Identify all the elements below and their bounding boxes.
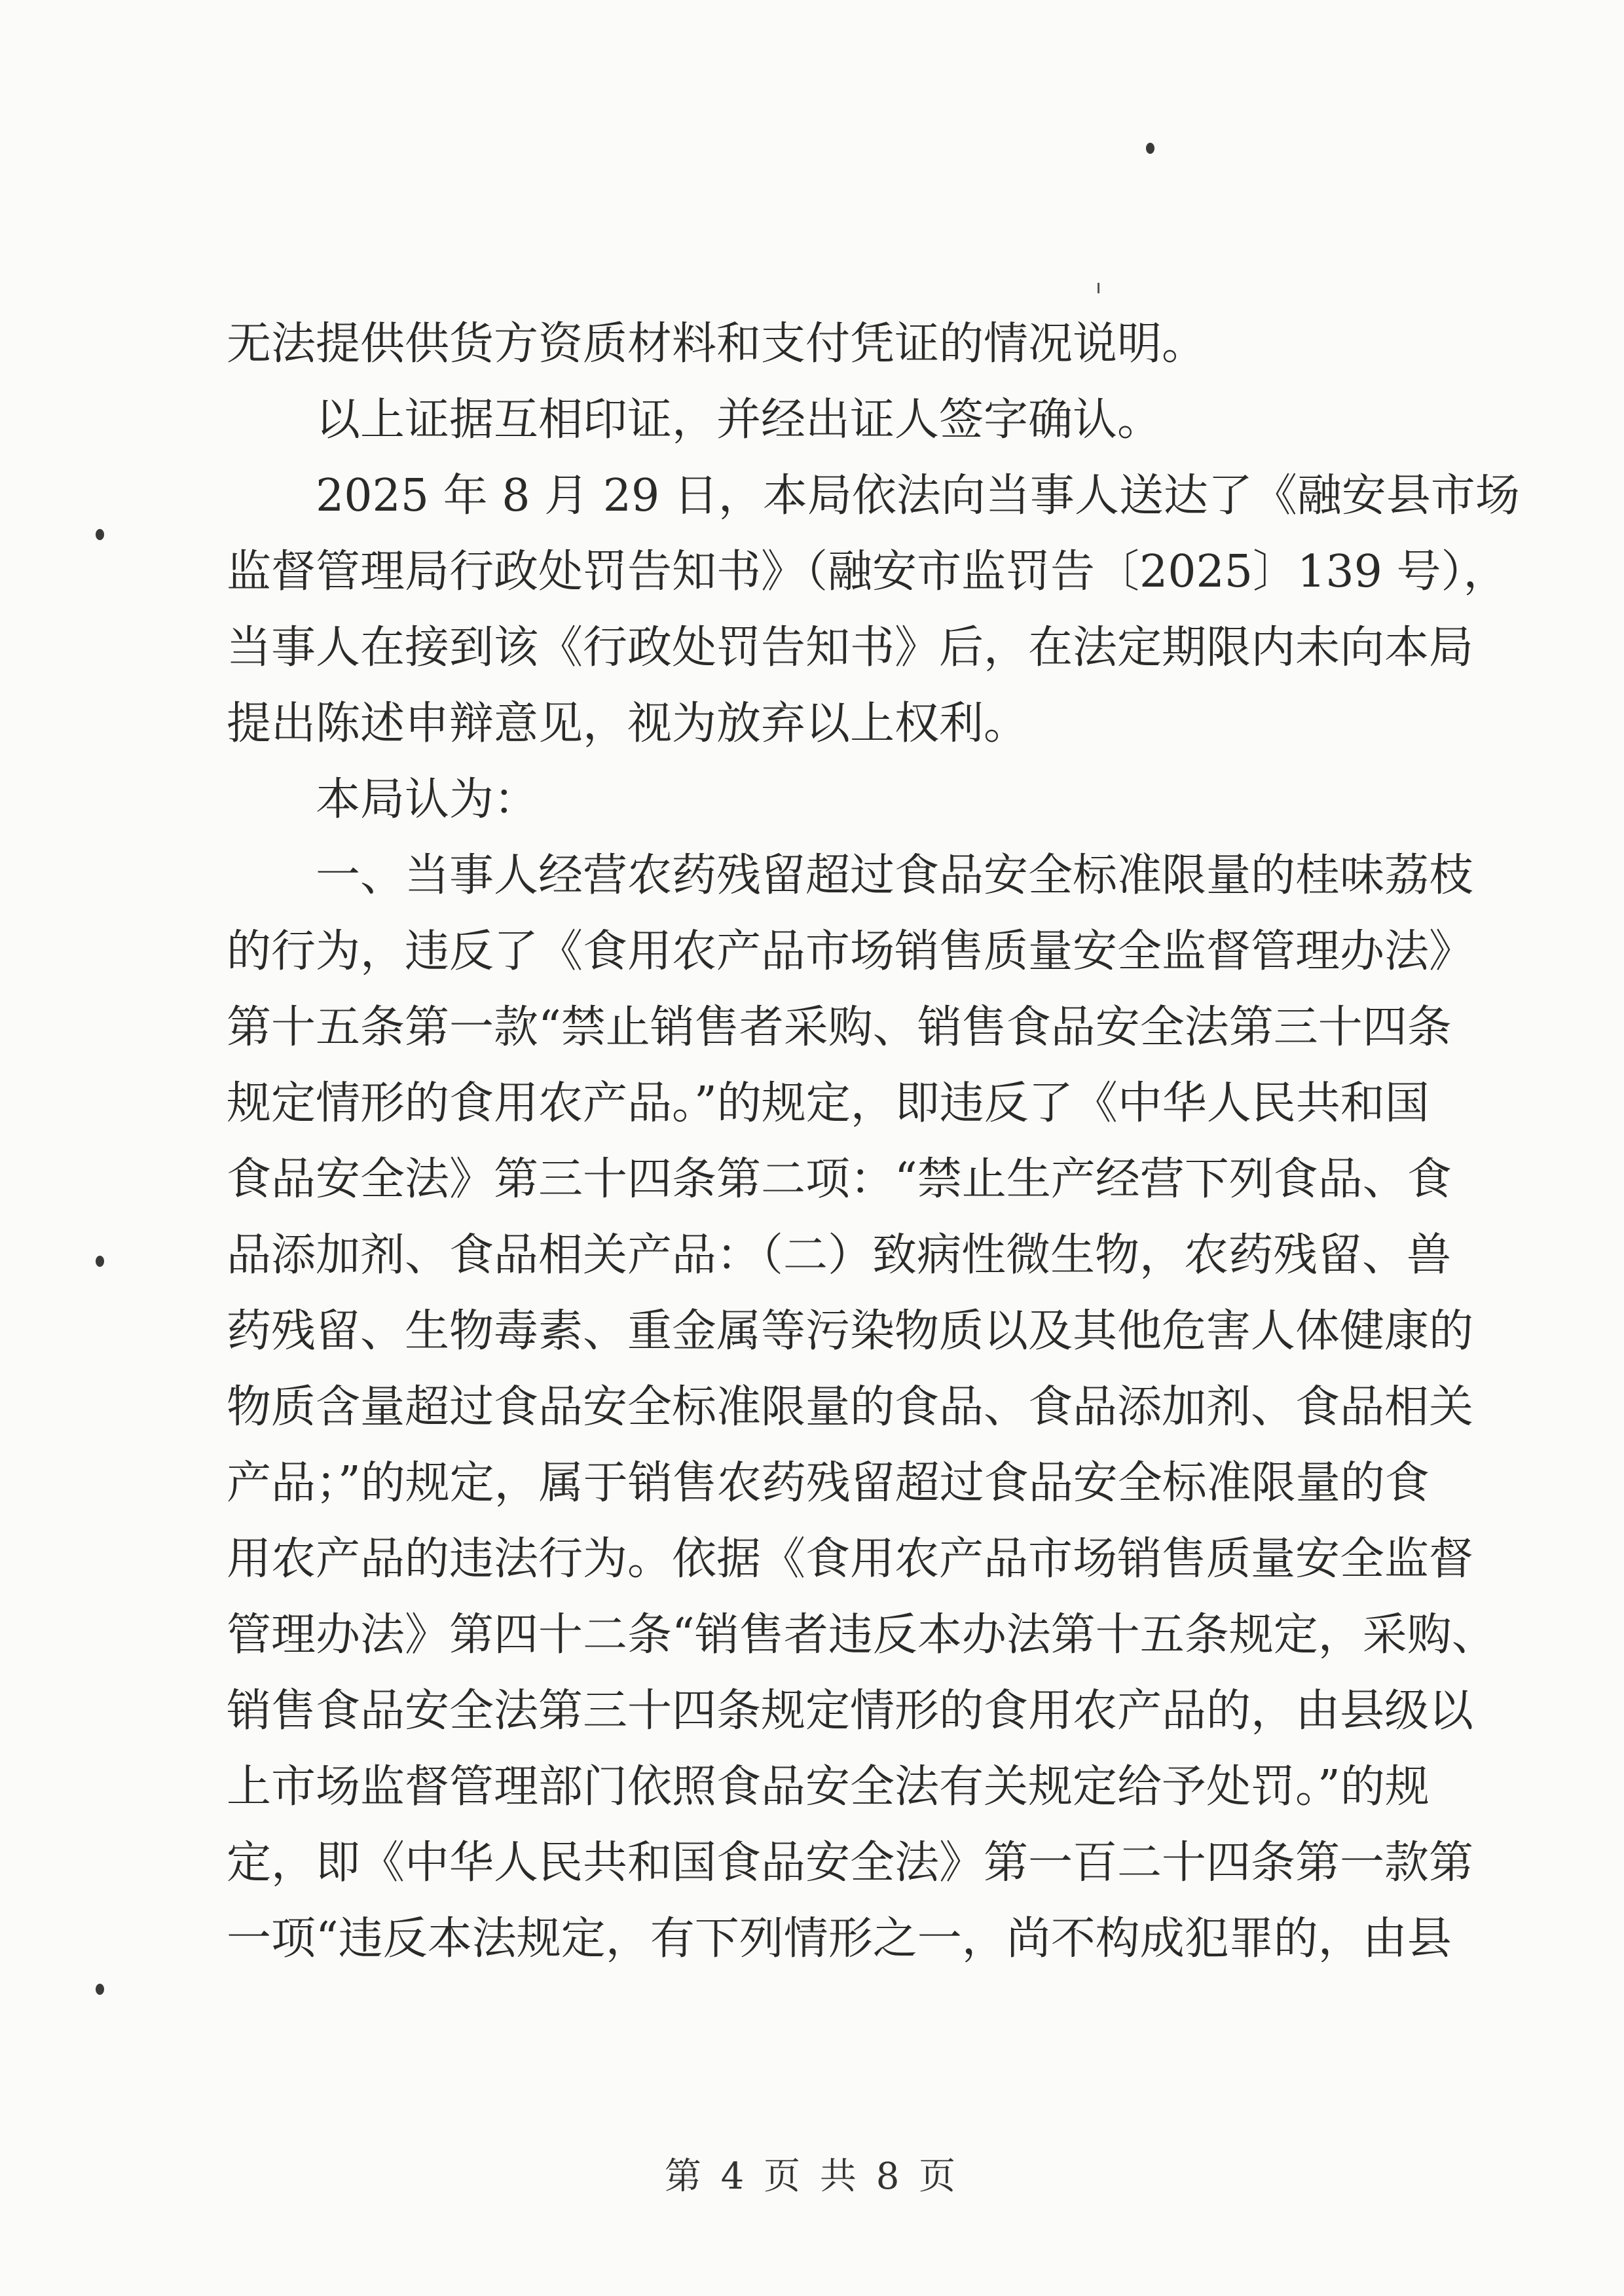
text-line: 2025 年 8 月 29 日，本局依法向当事人送达了《融安县市场 — [316, 470, 1520, 522]
binding-hole-mark — [96, 1984, 104, 1995]
text-line: 上市场监督管理部门依照食品安全法有关规定给予处罚。”的规 — [227, 1761, 1430, 1813]
binding-hole-mark — [96, 529, 104, 540]
text-line: 品添加剂、食品相关产品：（二）致病性微生物，农药残留、兽 — [227, 1230, 1452, 1281]
text-line: 一、当事人经营农药残留超过食品安全标准限量的桂味荔枝 — [316, 850, 1474, 902]
text-line: 的行为，违反了《食用农产品市场销售质量安全监督管理办法》 — [227, 926, 1474, 977]
text-line: 无法提供供货方资质材料和支付凭证的情况说明。 — [227, 318, 1207, 370]
scan-speck — [1098, 283, 1099, 293]
scan-speck — [1146, 143, 1154, 154]
text-line: 产品；”的规定，属于销售农药残留超过食品安全标准限量的食 — [227, 1457, 1430, 1509]
text-line: 用农产品的违法行为。依据《食用农产品市场销售质量安全监督 — [227, 1533, 1474, 1585]
text-line: 当事人在接到该《行政处罚告知书》后，在法定期限内未向本局 — [227, 622, 1474, 674]
text-line: 第十五条第一款“禁止销售者采购、销售食品安全法第三十四条 — [227, 1002, 1452, 1053]
text-line: 管理办法》第四十二条“销售者违反本办法第十五条规定，采购、 — [227, 1609, 1496, 1661]
page-number: 第 4 页 共 8 页 — [664, 2155, 960, 2198]
binding-hole-mark — [96, 1256, 104, 1267]
text-line: 规定情形的食用农产品。”的规定，即违反了《中华人民共和国 — [227, 1078, 1430, 1129]
text-line: 本局认为： — [316, 774, 539, 826]
text-line: 药残留、生物毒素、重金属等污染物质以及其他危害人体健康的 — [227, 1305, 1474, 1357]
text-line: 提出陈述申辩意见，视为放弃以上权利。 — [227, 698, 1029, 750]
text-line: 定，即《中华人民共和国食品安全法》第一百二十四条第一款第 — [227, 1837, 1474, 1889]
text-line: 物质含量超过食品安全标准限量的食品、食品添加剂、食品相关 — [227, 1381, 1474, 1433]
document-body — [227, 306, 1520, 1977]
text-line: 食品安全法》第三十四条第二项：“禁止生产经营下列食品、食 — [227, 1154, 1452, 1205]
text-line: 以上证据互相印证，并经出证人签字确认。 — [316, 394, 1162, 446]
text-line: 一项“违反本法规定，有下列情形之一，尚不构成犯罪的，由县 — [227, 1913, 1452, 1965]
text-line: 销售食品安全法第三十四条规定情形的食用农产品的，由县级以 — [227, 1685, 1474, 1737]
text-line: 监督管理局行政处罚告知书》（融安市监罚告〔2025〕139 号）， — [227, 546, 1508, 598]
